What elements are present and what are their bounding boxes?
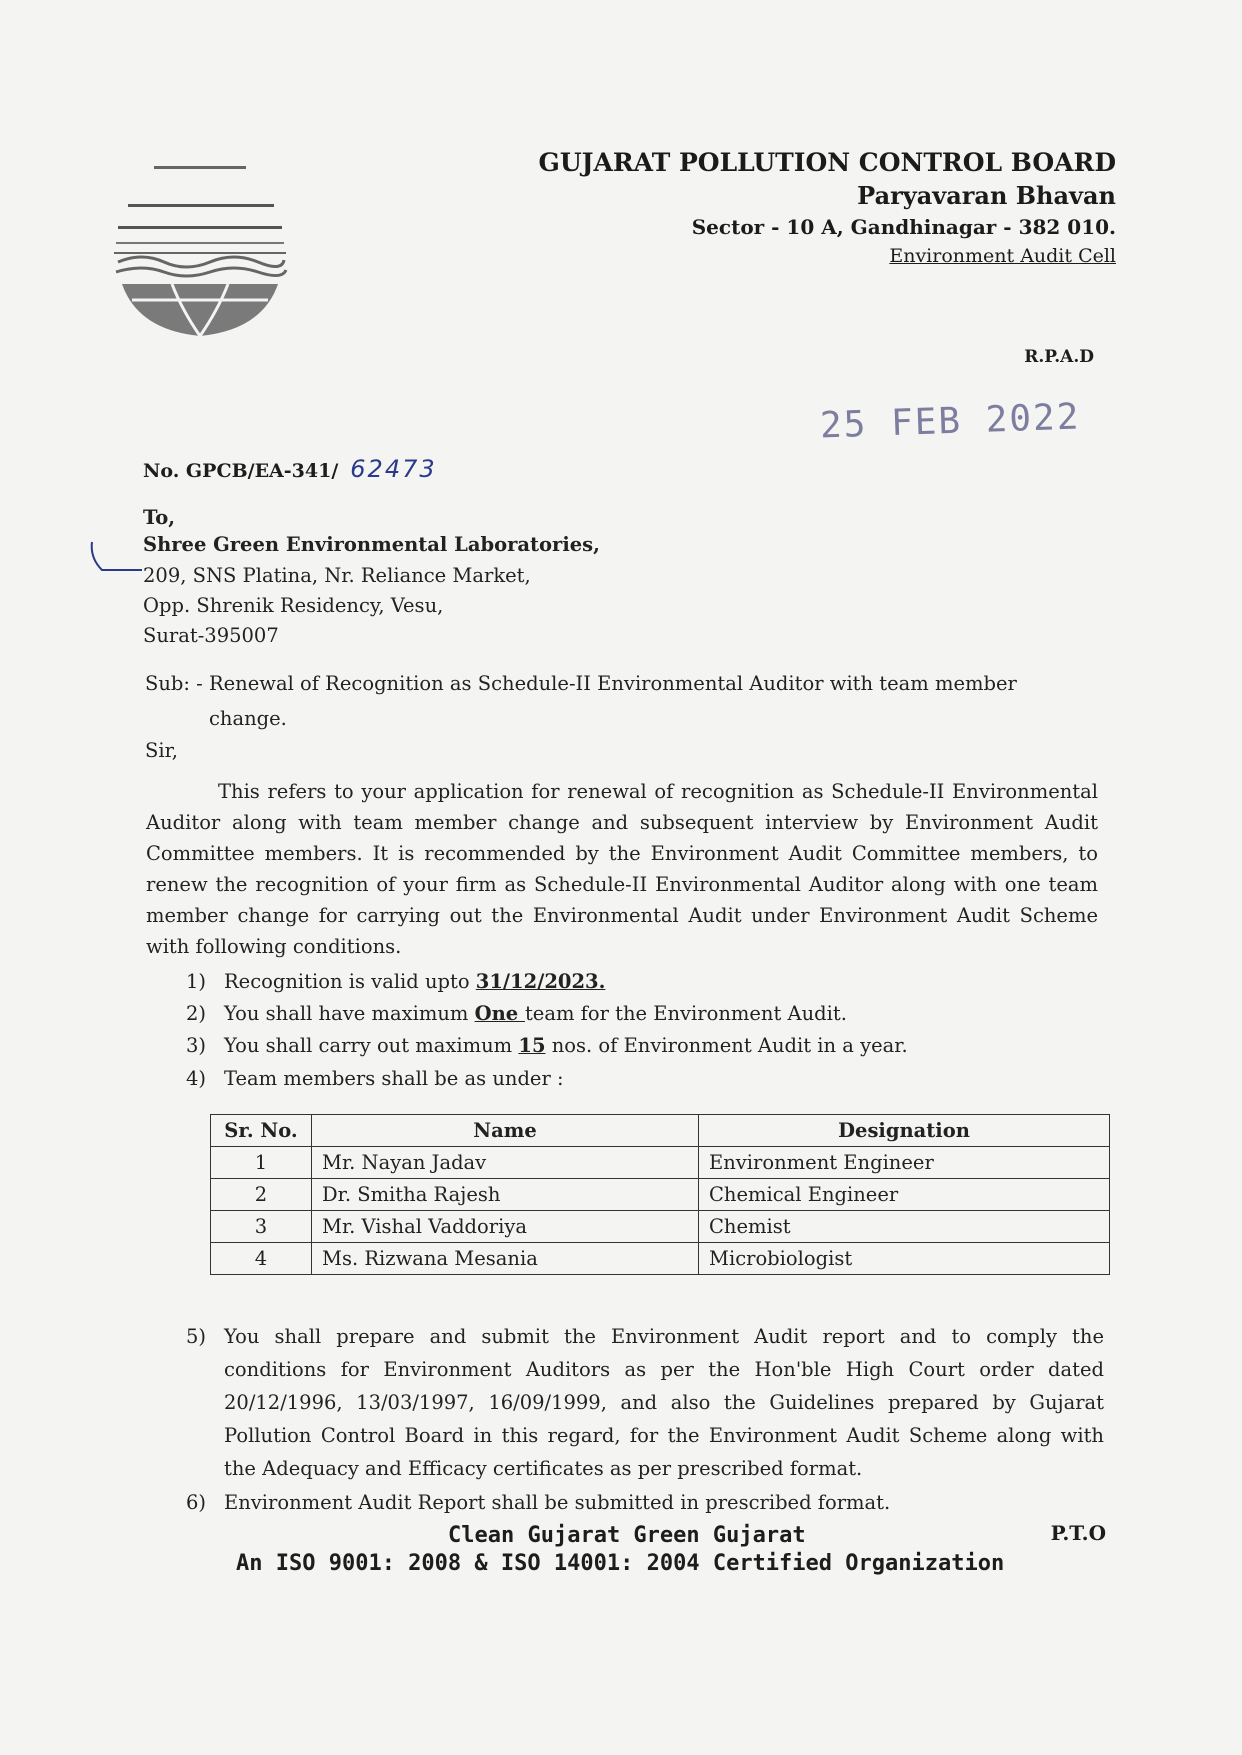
designation-cell: Chemical Engineer: [699, 1179, 1110, 1211]
building-name: Paryavaran Bhavan: [857, 181, 1116, 210]
condition-text: Team members shall be as under :: [224, 1067, 564, 1090]
table-row: [211, 1243, 1110, 1275]
column-header-name: Name: [312, 1115, 699, 1147]
condition-number: 3): [186, 1034, 207, 1057]
dispatch-mode: R.P.A.D: [1024, 347, 1094, 367]
sr-no-cell: 4: [211, 1243, 312, 1275]
condition-item: [186, 1002, 847, 1025]
condition-text: You shall prepare and submit the Environment Audit report and to comply the conditions for Environment Auditors as per the Hon'ble High Court order dated 20/12/1996, 13/03/1997, 16/09/1999, and also the Guidelines prepared by Gujarat Pollution Control Board in this regard, for the Environment Audit Scheme along with the Adequacy and Efficacy certificates as per prescribed format.: [224, 1325, 1104, 1480]
condition-number: 4): [186, 1067, 207, 1090]
condition-item: [186, 1034, 908, 1057]
organization-name: GUJARAT POLLUTION CONTROL BOARD: [538, 148, 1116, 177]
condition-item: [186, 1491, 890, 1514]
table-row: [211, 1211, 1110, 1243]
footer-certification: An ISO 9001: 2008 & ISO 14001: 2004 Certified Organization: [236, 1551, 1005, 1576]
name-cell: Mr. Nayan Jadav: [312, 1147, 699, 1179]
team-members-table: [210, 1114, 1110, 1275]
condition-number: 1): [186, 970, 207, 993]
table-row: [211, 1147, 1110, 1179]
subject-line: Sub: - Renewal of Recognition as Schedule-II Environmental Auditor with team member: [145, 672, 1017, 695]
name-cell: Ms. Rizwana Mesania: [312, 1243, 699, 1275]
condition-emphasis: 31/12/2023.: [475, 970, 606, 993]
condition-number: 6): [186, 1491, 207, 1514]
table-header-row: [211, 1115, 1110, 1147]
condition-text-after: team for the Environment Audit.: [524, 1002, 847, 1025]
condition-text: Environment Audit Report shall be submitted in prescribed format.: [224, 1491, 891, 1514]
condition-text: Recognition is valid upto: [224, 970, 476, 993]
recipient-address-line: Surat-395007: [143, 624, 279, 647]
recipient-address-line: 209, SNS Platina, Nr. Reliance Market,: [143, 564, 531, 587]
sr-no-cell: 3: [211, 1211, 312, 1243]
condition-item: [186, 970, 605, 993]
page-turn-over: P.T.O: [1050, 1521, 1106, 1545]
sr-no-cell: 2: [211, 1179, 312, 1211]
condition-text-after: nos. of Environment Audit in a year.: [545, 1034, 908, 1057]
organization-address: Sector - 10 A, Gandhinagar - 382 010.: [691, 215, 1116, 239]
subject-line-continued: change.: [209, 707, 287, 730]
name-cell: Dr. Smitha Rajesh: [312, 1179, 699, 1211]
condition-item: [186, 1067, 564, 1090]
condition-emphasis: One: [474, 1002, 525, 1025]
reference-prefix: No. GPCB/EA-341/: [143, 460, 339, 482]
designation-cell: Environment Engineer: [699, 1147, 1110, 1179]
recipient-address-line: Opp. Shrenik Residency, Vesu,: [143, 594, 444, 617]
date-stamp: 25 FEB 2022: [819, 396, 1082, 447]
handwritten-mark-icon: [88, 540, 144, 574]
condition-item: [186, 1320, 1104, 1485]
condition-number: 2): [186, 1002, 207, 1025]
condition-text: You shall carry out maximum: [224, 1034, 519, 1057]
handwritten-reference: 62473: [350, 455, 437, 483]
gpcb-logo-icon: [112, 160, 288, 344]
recipient-name: Shree Green Environmental Laboratories,: [143, 533, 600, 556]
column-header-sr-no: Sr. No.: [211, 1115, 312, 1147]
salutation: Sir,: [145, 739, 178, 762]
designation-cell: Microbiologist: [699, 1243, 1110, 1275]
recipient-to: To,: [143, 506, 176, 529]
condition-number: 5): [186, 1325, 207, 1348]
body-paragraph: This refers to your application for renewal of recognition as Schedule-II Environmental Auditor along with team member change and subsequent interview by Environment Audit Committee members. It is recommended by the Environment Audit Committee members, to renew the recognition of your firm as Schedule-II Environmental Auditor along with one team member change for carrying out the Environmental Audit under Environment Audit Scheme with following conditions.: [146, 780, 1098, 958]
department-cell: Environment Audit Cell: [889, 245, 1116, 267]
footer-slogan: Clean Gujarat Green Gujarat: [448, 1523, 806, 1548]
reference-number: [143, 455, 437, 483]
condition-text: You shall have maximum: [224, 1002, 475, 1025]
name-cell: Mr. Vishal Vaddoriya: [312, 1211, 699, 1243]
sr-no-cell: 1: [211, 1147, 312, 1179]
column-header-designation: Designation: [699, 1115, 1110, 1147]
designation-cell: Chemist: [699, 1211, 1110, 1243]
table-row: [211, 1179, 1110, 1211]
condition-emphasis: 15: [518, 1034, 546, 1057]
